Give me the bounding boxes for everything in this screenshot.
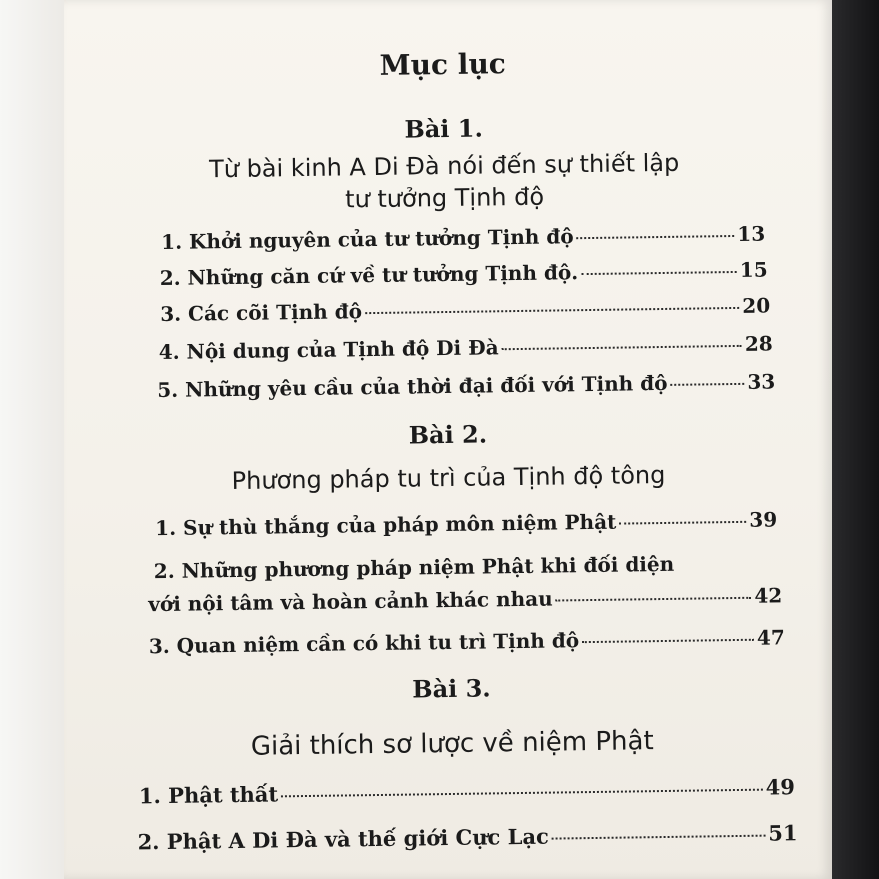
dot-leader	[281, 788, 763, 798]
toc-entry-text: 3. Quan niệm cần có khi tu trì Tịnh độ	[148, 628, 580, 659]
toc-entry-multiline-text: 2. Những phương pháp niệm Phật khi đối diện	[153, 551, 675, 584]
toc-entry[interactable]	[159, 329, 773, 366]
lesson-3-label: Bài 3.	[412, 673, 491, 704]
dot-leader	[556, 596, 752, 602]
toc-entry[interactable]	[149, 623, 785, 660]
toc-entry-text: 1. Khởi nguyên của tư tưởng Tịnh độ	[161, 224, 574, 254]
dot-leader	[619, 520, 746, 525]
toc-entry-page: 51	[768, 820, 798, 846]
dot-leader	[582, 638, 754, 643]
toc-entry-text: 1. Phật thất	[138, 781, 279, 809]
lesson-1-title-line-1: Từ bài kinh A Di Đà nói đến sự thiết lập	[208, 148, 680, 184]
toc-entry-page: 33	[747, 369, 776, 394]
lesson-1-title-line-2: tư tưởng Tịnh độ	[344, 182, 545, 214]
dot-leader	[577, 234, 735, 239]
toc-entry-text: 1. Sự thù thắng của pháp môn niệm Phật	[155, 509, 617, 541]
toc-entry-text: 5. Những yêu cầu của thời đại đối với Tịnh độ	[157, 370, 668, 403]
toc-entry-page: 47	[756, 625, 785, 650]
dot-leader	[670, 382, 744, 386]
toc-entry-text: 2. Những căn cứ về tư tưởng Tịnh độ.	[159, 260, 579, 291]
toc-entry[interactable]	[155, 505, 777, 542]
toc-entry[interactable]	[160, 256, 768, 292]
toc-entry-text: 2. Phật A Di Đà và thế giới Cực Lạc	[137, 823, 549, 855]
toc-entry[interactable]	[161, 220, 765, 256]
book-page	[64, 0, 832, 879]
toc-entry-text: 3. Các cõi Tịnh độ	[160, 299, 363, 327]
dot-leader	[581, 270, 737, 275]
toc-entry-page: 49	[765, 774, 796, 800]
toc-entry[interactable]	[148, 581, 782, 618]
dot-leader	[552, 834, 766, 840]
toc-entry-page: 13	[737, 221, 766, 246]
dark-background-edge	[832, 0, 879, 879]
toc-entry[interactable]	[139, 773, 795, 810]
toc-entry-text: 4. Nội dung của Tịnh độ Di Đà	[158, 335, 499, 365]
toc-entry-page: 15	[739, 257, 768, 282]
toc-entry-page: 39	[749, 507, 778, 532]
toc-title: Mục lục	[379, 47, 507, 82]
dot-leader	[365, 306, 739, 314]
lesson-2-label: Bài 2.	[408, 419, 488, 450]
toc-entry-page: 20	[742, 293, 771, 318]
book-left-margin	[0, 0, 64, 879]
toc-entry-text: với nội tâm và hoàn cảnh khác nhau	[148, 586, 553, 617]
toc-entry[interactable]	[137, 819, 797, 856]
lesson-3-title: Giải thích sơ lược về niệm Phật	[250, 726, 654, 762]
lesson-2-title: Phương pháp tu trì của Tịnh độ tông	[231, 460, 666, 496]
toc-entry-page: 28	[744, 331, 773, 356]
table-of-contents	[64, 0, 832, 879]
dot-leader	[502, 344, 742, 350]
toc-entry[interactable]	[157, 367, 775, 404]
toc-entry[interactable]	[160, 291, 770, 328]
toc-entry-page: 42	[754, 583, 783, 608]
lesson-1-label: Bài 1.	[404, 113, 484, 144]
